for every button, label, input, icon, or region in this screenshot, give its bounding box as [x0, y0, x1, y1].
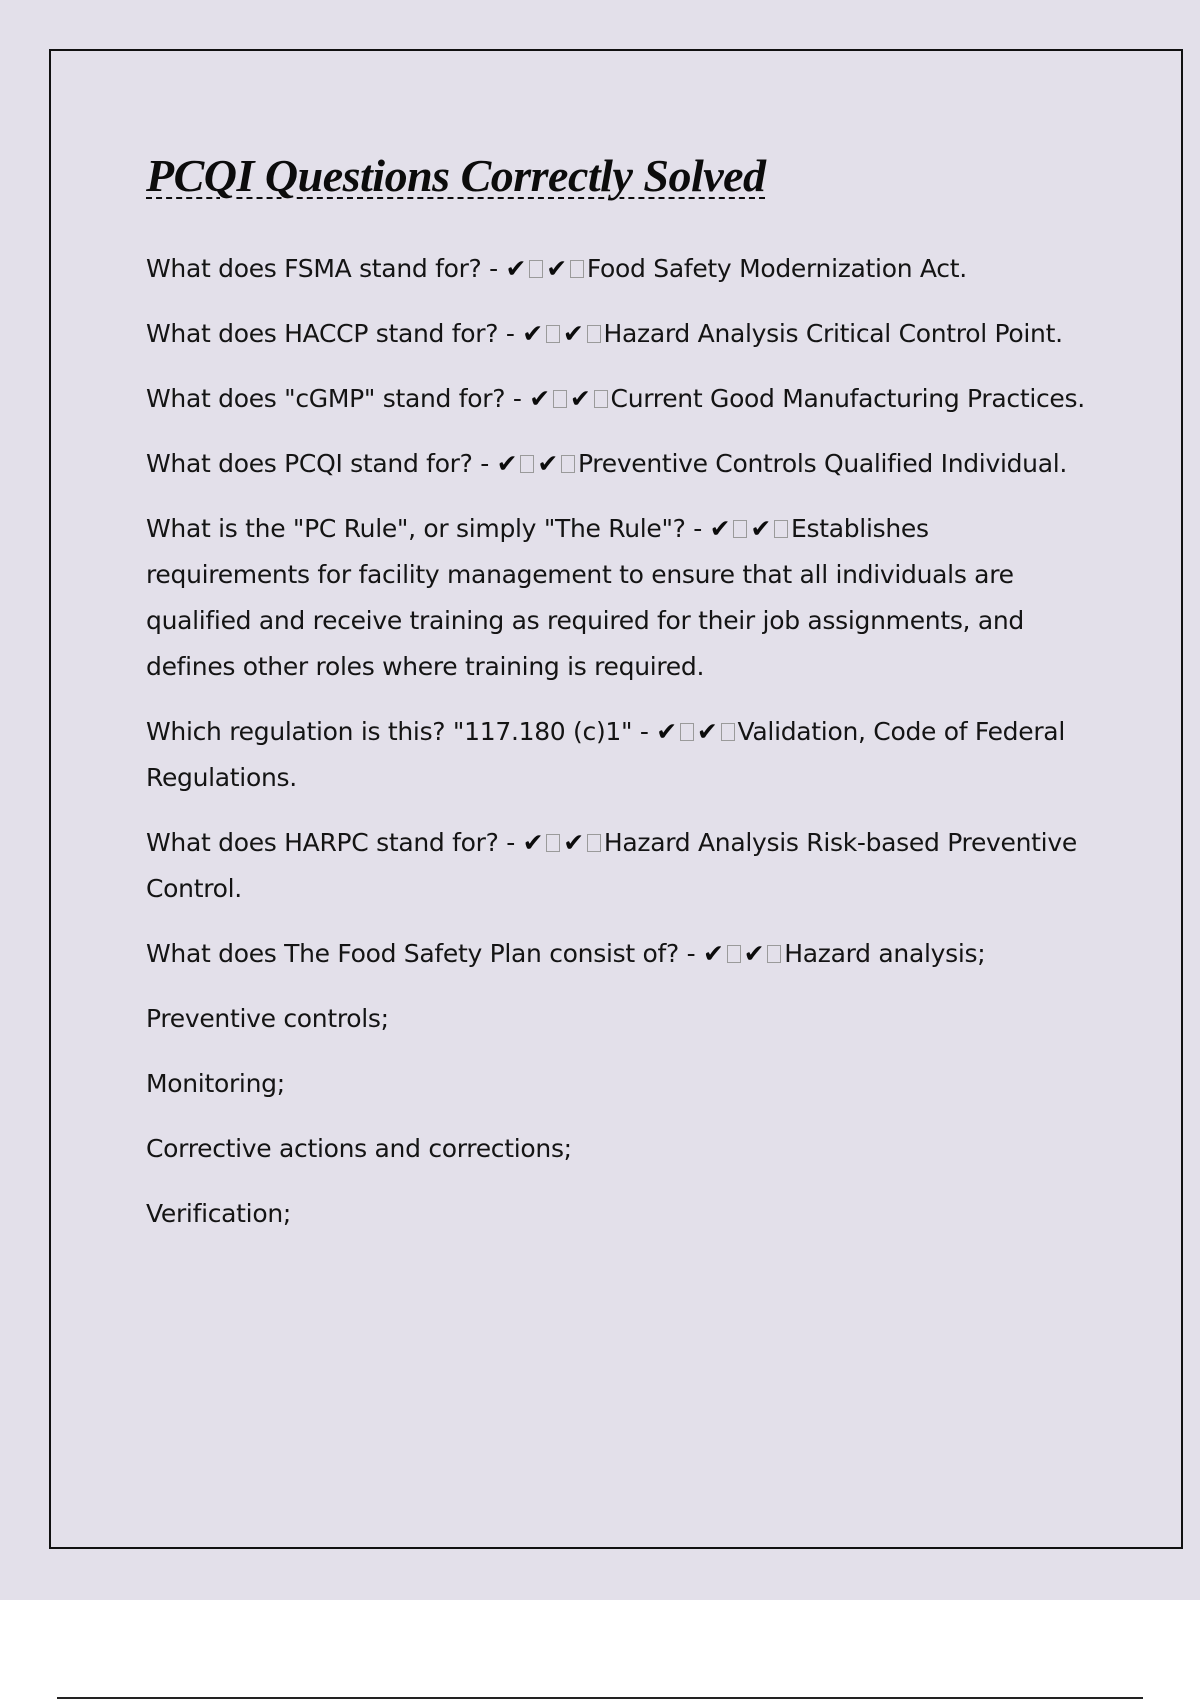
check-icon: ✔	[696, 717, 718, 747]
question-text: What does HACCP stand for?	[146, 319, 499, 349]
box-icon	[529, 260, 543, 278]
box-icon	[587, 834, 601, 852]
check-icon: ✔	[505, 254, 527, 284]
box-icon	[594, 390, 608, 408]
question-text: What is the "PC Rule", or simply "The Rule"?	[146, 514, 686, 544]
answer-text: Hazard Analysis Risk-based Preventive Control.	[146, 828, 1077, 904]
list-item: Corrective actions and corrections;	[146, 1134, 572, 1164]
check-icon: ✔	[522, 828, 544, 858]
box-icon	[570, 260, 584, 278]
question-text: What does PCQI stand for?	[146, 449, 473, 479]
box-icon	[587, 325, 601, 343]
check-icon: ✔	[546, 254, 567, 284]
qa-item	[146, 441, 1086, 487]
box-icon	[727, 945, 741, 963]
check-icon: ✔	[496, 449, 518, 479]
answer-separator: -	[498, 319, 523, 349]
answer-text: Current Good Manufacturing Practices.	[610, 384, 1085, 414]
check-icon: ✔	[702, 939, 724, 969]
answer-separator: -	[678, 939, 703, 969]
box-icon	[553, 390, 567, 408]
question-text: What does HARPC stand for?	[146, 828, 499, 858]
box-icon	[774, 520, 788, 538]
answer-text: Validation, Code of Federal Regulations.	[146, 717, 1065, 793]
answer-separator: -	[498, 828, 523, 858]
check-icon: ✔	[656, 717, 677, 747]
check-icon: ✔	[743, 939, 765, 969]
list-item: Verification;	[146, 1199, 291, 1229]
answer-text: Food Safety Modernization Act.	[586, 254, 967, 284]
food-safety-plan-components	[146, 996, 1086, 1237]
qa-list	[146, 246, 1086, 977]
box-icon	[546, 834, 560, 852]
box-icon	[520, 455, 534, 473]
check-icon: ✔	[569, 384, 591, 414]
footer-divider	[57, 1697, 1143, 1699]
answer-separator: -	[481, 254, 506, 284]
check-icon: ✔	[709, 514, 731, 544]
document-body	[146, 148, 1086, 1256]
question-text: What does FSMA stand for?	[146, 254, 482, 284]
answer-text: Hazard Analysis Critical Control Point.	[603, 319, 1063, 349]
box-icon	[721, 723, 735, 741]
list-item: Monitoring;	[146, 1069, 285, 1099]
answer-separator: -	[685, 514, 710, 544]
check-icon: ✔	[563, 828, 584, 858]
qa-item	[146, 709, 1086, 801]
qa-item	[146, 376, 1086, 422]
box-icon	[767, 945, 781, 963]
check-icon: ✔	[537, 449, 558, 479]
answer-separator: -	[632, 717, 657, 747]
box-icon	[561, 455, 575, 473]
question-text: What does "cGMP" stand for?	[146, 384, 506, 414]
question-text: Which regulation is this? "117.180 (c)1"	[146, 717, 633, 747]
qa-item	[146, 820, 1086, 912]
check-icon: ✔	[562, 319, 584, 349]
answer-text: Preventive Controls Qualified Individual.	[577, 449, 1068, 479]
answer-separator: -	[505, 384, 530, 414]
check-icon: ✔	[529, 384, 550, 414]
qa-item	[146, 506, 1086, 690]
list-item: Preventive controls;	[146, 1004, 389, 1034]
qa-item	[146, 931, 1086, 977]
box-icon	[733, 520, 747, 538]
check-icon: ✔	[522, 319, 543, 349]
box-icon	[546, 325, 560, 343]
answer-text: Establishes requirements for facility management to ensure that all individuals are qualified and receive training as required for their job assignments, and defines other roles where training is required.	[146, 514, 1024, 682]
answer-text: Hazard analysis;	[784, 939, 986, 969]
check-icon: ✔	[750, 514, 771, 544]
answer-separator: -	[472, 449, 497, 479]
question-text: What does The Food Safety Plan consist of?	[146, 939, 679, 969]
qa-item	[146, 311, 1086, 357]
qa-item	[146, 246, 1086, 292]
document-title: PCQI Questions Correctly Solved	[146, 150, 766, 201]
box-icon	[680, 723, 694, 741]
